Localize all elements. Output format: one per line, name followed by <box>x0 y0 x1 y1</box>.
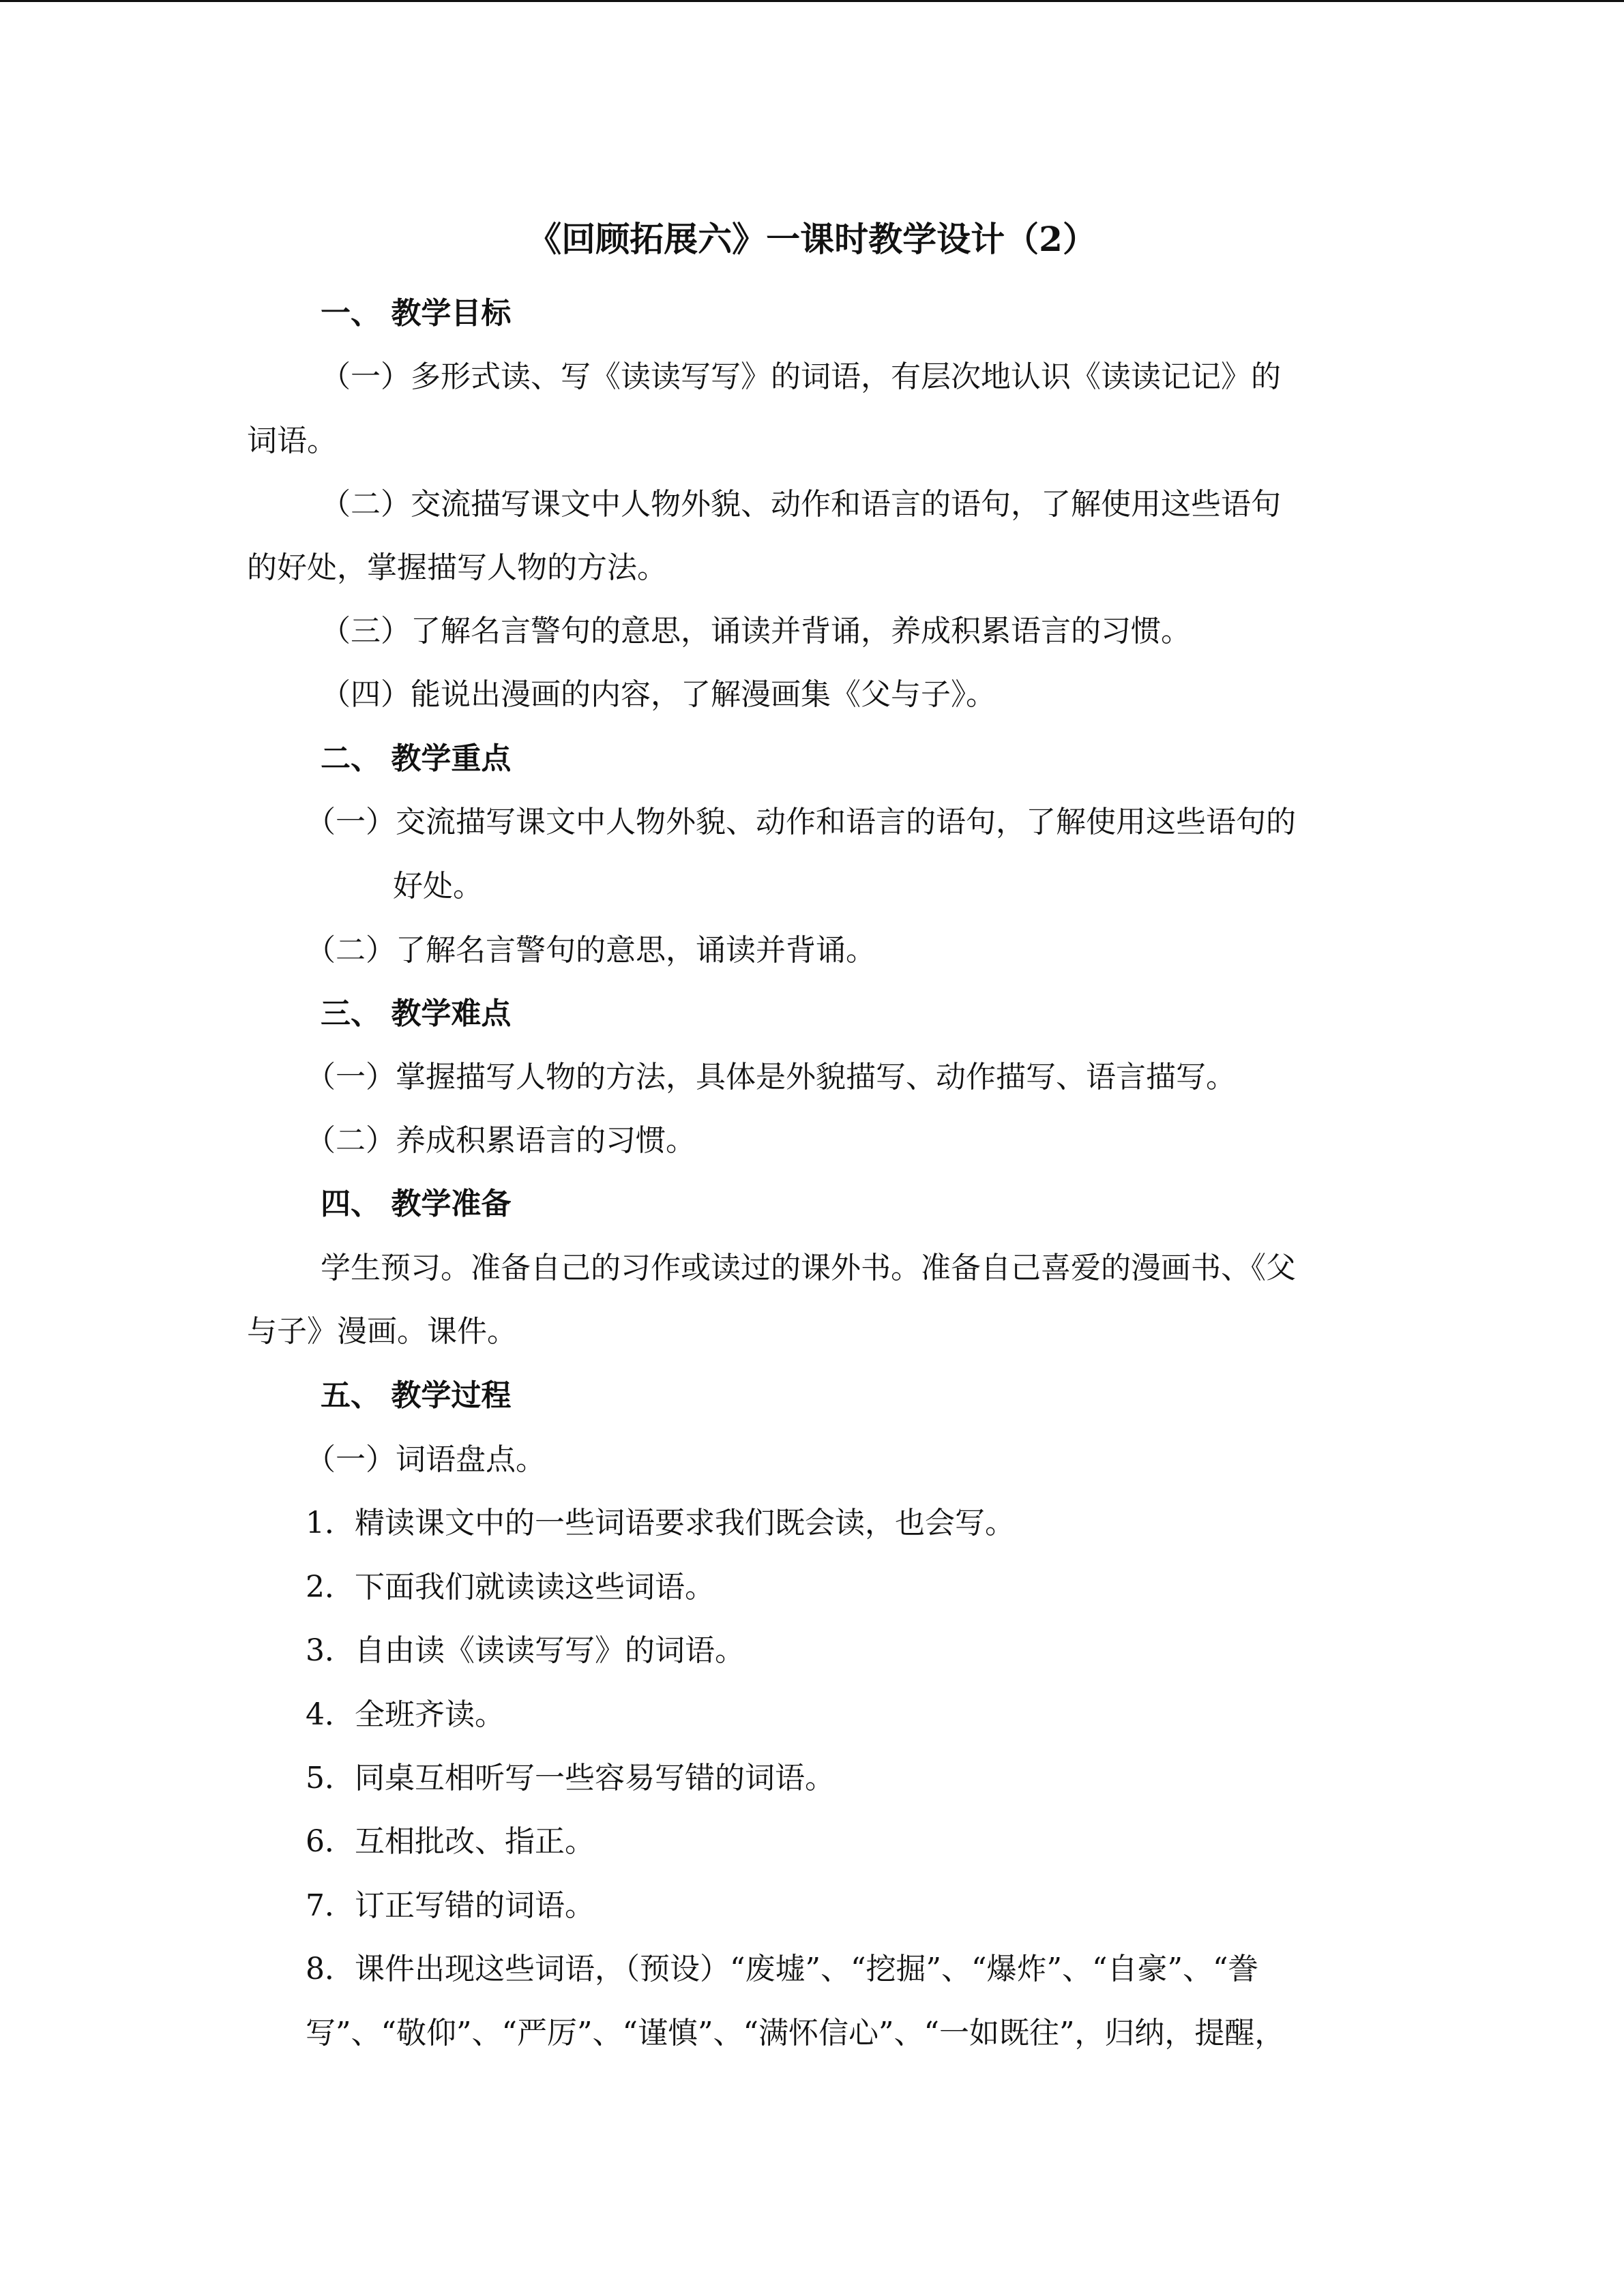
paragraph-line: （一）词语盘点。 <box>306 1442 546 1477</box>
paragraph-line: 的好处，掌握描写人物的方法。 <box>247 550 667 585</box>
list-item: 4．全班齐读。 <box>306 1697 505 1732</box>
section-heading-preparation: 四、 教学准备 <box>321 1187 512 1221</box>
list-item: 3．自由读《读读写写》的词语。 <box>306 1633 745 1668</box>
paragraph-line: 好处。 <box>393 869 483 904</box>
paragraph-line: （二）养成积累语言的习惯。 <box>306 1123 696 1158</box>
paragraph-line: （一）交流描写课文中人物外貌、动作和语言的语句，了解使用这些语句的 <box>306 805 1296 839</box>
paragraph-line: 词语。 <box>247 423 337 458</box>
paragraph-line: 与子》漫画。课件。 <box>247 1314 517 1349</box>
section-heading-key-points: 二、 教学重点 <box>321 741 512 776</box>
paragraph-line: （二）了解名言警句的意思，诵读并背诵。 <box>306 933 876 968</box>
list-item: 8．课件出现这些词语，（预设）“废墟”、“挖掘”、“爆炸”、“自豪”、“誊 <box>306 1952 1258 1986</box>
paragraph-line: （三）了解名言警句的意思，诵读并背诵，养成积累语言的习惯。 <box>321 614 1191 648</box>
list-item: 2．下面我们就读读这些词语。 <box>306 1570 715 1605</box>
section-heading-process: 五、 教学过程 <box>321 1378 512 1413</box>
paragraph-line: （一）多形式读、写《读读写写》的词语，有层次地认识《读读记记》的 <box>321 359 1281 394</box>
paragraph-line: （四）能说出漫画的内容，了解漫画集《父与子》。 <box>321 677 996 712</box>
list-item: 7．订正写错的词语。 <box>306 1888 595 1923</box>
paragraph-line: 学生预习。准备自己的习作或读过的课外书。准备自己喜爱的漫画书、《父 <box>321 1251 1296 1285</box>
section-heading-difficulties: 三、 教学难点 <box>321 996 512 1031</box>
list-item: 写”、“敬仰”、“严厉”、“谨慎”、“满怀信心”、“一如既往”，归纳，提醒， <box>306 2016 1285 2051</box>
document-title: 《回顾拓展六》一课时教学设计（2） <box>527 219 1097 259</box>
list-item: 6．互相批改、指正。 <box>306 1824 595 1859</box>
paragraph-line: （一）掌握描写人物的方法，具体是外貌描写、动作描写、语言描写。 <box>306 1060 1236 1094</box>
list-item: 1．精读课文中的一些词语要求我们既会读，也会写。 <box>306 1506 1015 1540</box>
list-item: 5．同桌互相听写一些容易写错的词语。 <box>306 1761 835 1795</box>
section-heading-objectives: 一、 教学目标 <box>321 296 512 331</box>
paragraph-line: （二）交流描写课文中人物外貌、动作和语言的语句，了解使用这些语句 <box>321 487 1281 522</box>
